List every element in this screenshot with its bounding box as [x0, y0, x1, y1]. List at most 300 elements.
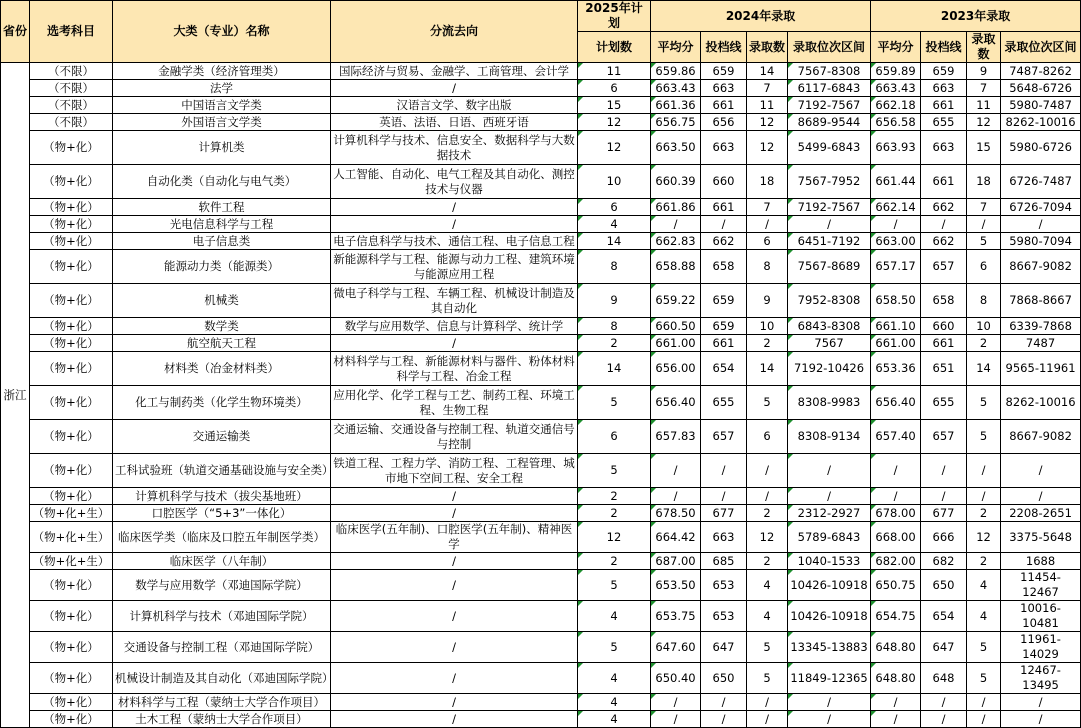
cell-2023-cutoff: / — [921, 216, 967, 233]
cell-2024-rank-range: 7192-10426 — [788, 352, 871, 386]
cell-2023-admitted: 15 — [967, 131, 1001, 165]
cell-subjects: （物+化） — [30, 694, 113, 711]
cell-2024-cutoff: 685 — [701, 553, 747, 570]
cell-2024-avg: 678.50 — [651, 505, 701, 522]
cell-major: 计算机科学与技术（拔尖基地班） — [113, 488, 331, 505]
cell-2024-admitted: / — [747, 216, 788, 233]
cell-plan-count: 4 — [578, 601, 651, 632]
cell-2023-avg: / — [871, 216, 921, 233]
cell-2023-cutoff: 659 — [921, 63, 967, 80]
cell-2023-cutoff: 661 — [921, 335, 967, 352]
cell-2024-admitted: / — [747, 711, 788, 728]
cell-plan-count: 12 — [578, 114, 651, 131]
cell-flow: 计算机科学与技术、信息安全、数据科学与大数据技术 — [331, 131, 578, 165]
cell-2023-cutoff: / — [921, 711, 967, 728]
cell-2024-rank-range: 10426-10918 — [788, 601, 871, 632]
cell-2023-admitted: 7 — [967, 80, 1001, 97]
cell-2024-avg: 658.88 — [651, 250, 701, 284]
cell-flow: 人工智能、自动化、电气工程及其自动化、测控技术与仪器 — [331, 165, 578, 199]
cell-province: 浙江 — [1, 63, 30, 728]
cell-2023-admitted: / — [967, 488, 1001, 505]
cell-2023-avg: 661.00 — [871, 335, 921, 352]
cell-2024-cutoff: / — [701, 488, 747, 505]
table-row — [1, 233, 1081, 250]
cell-2024-rank-range: 6117-6843 — [788, 80, 871, 97]
cell-subjects: （物+化） — [30, 233, 113, 250]
table-row — [1, 711, 1081, 728]
cell-subjects: （物+化） — [30, 199, 113, 216]
cell-flow: 新能源科学与工程、能源与动力工程、建筑环境与能源应用工程 — [331, 250, 578, 284]
cell-2024-rank-range: 5789-6843 — [788, 522, 871, 553]
cell-2024-rank-range: 11849-12365 — [788, 663, 871, 694]
cell-plan-count: 12 — [578, 131, 651, 165]
cell-2023-rank-range: 8262-10016 — [1001, 386, 1081, 420]
cell-flow: / — [331, 663, 578, 694]
cell-major: 数学与应用数学（邓迪国际学院） — [113, 570, 331, 601]
cell-2023-admitted: 6 — [967, 250, 1001, 284]
table-row — [1, 663, 1081, 694]
cell-2023-cutoff: 666 — [921, 522, 967, 553]
header-plan-count: 计划数 — [578, 32, 651, 63]
table-row — [1, 386, 1081, 420]
header-province: 省份 — [1, 1, 30, 63]
cell-2024-cutoff: 663 — [701, 80, 747, 97]
cell-2024-avg: 661.00 — [651, 335, 701, 352]
cell-major: 法学 — [113, 80, 331, 97]
cell-2023-avg: 663.43 — [871, 80, 921, 97]
cell-2023-rank-range: / — [1001, 216, 1081, 233]
cell-2023-admitted: 12 — [967, 114, 1001, 131]
table-row — [1, 553, 1081, 570]
cell-2023-avg: / — [871, 711, 921, 728]
table-row — [1, 318, 1081, 335]
table-row — [1, 570, 1081, 601]
cell-2024-rank-range: 6451-7192 — [788, 233, 871, 250]
cell-2023-rank-range: 12467-13495 — [1001, 663, 1081, 694]
table-row — [1, 216, 1081, 233]
cell-2023-rank-range: 5980-7094 — [1001, 233, 1081, 250]
cell-2023-rank-range: / — [1001, 454, 1081, 488]
cell-2023-admitted: 8 — [967, 284, 1001, 318]
cell-2024-rank-range: / — [788, 216, 871, 233]
cell-subjects: （物+化） — [30, 632, 113, 663]
cell-2023-rank-range: 11961-14029 — [1001, 632, 1081, 663]
cell-2023-avg: 658.50 — [871, 284, 921, 318]
cell-major: 电子信息类 — [113, 233, 331, 250]
cell-2023-admitted: 18 — [967, 165, 1001, 199]
cell-2023-admitted: / — [967, 454, 1001, 488]
cell-plan-count: 2 — [578, 488, 651, 505]
cell-flow: 英语、法语、日语、西班牙语 — [331, 114, 578, 131]
cell-subjects: （不限） — [30, 63, 113, 80]
header-subjects: 选考科目 — [30, 1, 113, 63]
table-row — [1, 632, 1081, 663]
cell-2023-cutoff: / — [921, 488, 967, 505]
cell-2023-admitted: 2 — [967, 505, 1001, 522]
cell-2023-cutoff: 677 — [921, 505, 967, 522]
cell-2024-admitted: 14 — [747, 352, 788, 386]
cell-major: 口腔医学（“5+3”一体化） — [113, 505, 331, 522]
cell-major: 能源动力类（能源类） — [113, 250, 331, 284]
cell-plan-count: 12 — [578, 522, 651, 553]
cell-subjects: （物+化） — [30, 335, 113, 352]
cell-2023-avg: / — [871, 488, 921, 505]
cell-major: 软件工程 — [113, 199, 331, 216]
cell-2024-avg: / — [651, 454, 701, 488]
cell-subjects: （不限） — [30, 80, 113, 97]
header-flow: 分流去向 — [331, 1, 578, 63]
cell-2024-avg: 660.50 — [651, 318, 701, 335]
cell-2024-avg: 656.00 — [651, 352, 701, 386]
cell-2024-rank-range: 5499-6843 — [788, 131, 871, 165]
table-header — [1, 1, 1081, 63]
cell-subjects: （物+化） — [30, 663, 113, 694]
cell-major: 外国语言文学类 — [113, 114, 331, 131]
cell-major: 临床医学类（临床及口腔五年制医学类） — [113, 522, 331, 553]
cell-subjects: （物+化） — [30, 352, 113, 386]
cell-2023-avg: / — [871, 694, 921, 711]
cell-2024-avg: 663.43 — [651, 80, 701, 97]
cell-2024-cutoff: 659 — [701, 284, 747, 318]
cell-2023-cutoff: 661 — [921, 165, 967, 199]
cell-2024-admitted: 5 — [747, 632, 788, 663]
cell-2023-rank-range: 6726-7094 — [1001, 199, 1081, 216]
header-2023: 2023年录取 — [871, 1, 1081, 32]
table-row — [1, 694, 1081, 711]
cell-2023-admitted: 9 — [967, 63, 1001, 80]
cell-2024-admitted: 12 — [747, 131, 788, 165]
cell-2024-admitted: 9 — [747, 284, 788, 318]
header-plan-2025: 2025年计划 — [578, 1, 651, 32]
cell-2024-admitted: 7 — [747, 199, 788, 216]
cell-plan-count: 5 — [578, 570, 651, 601]
cell-subjects: （物+化） — [30, 711, 113, 728]
table-row — [1, 63, 1081, 80]
cell-flow: / — [331, 570, 578, 601]
cell-2024-avg: 659.22 — [651, 284, 701, 318]
header-2024-rank-range: 录取位次区间 — [788, 32, 871, 63]
cell-2023-rank-range: 7487-8262 — [1001, 63, 1081, 80]
cell-plan-count: 4 — [578, 694, 651, 711]
cell-2024-admitted: 18 — [747, 165, 788, 199]
cell-2023-cutoff: 661 — [921, 97, 967, 114]
cell-plan-count: 6 — [578, 420, 651, 454]
header-2023-cutoff: 投档线 — [921, 32, 967, 63]
cell-2023-cutoff: 654 — [921, 601, 967, 632]
cell-plan-count: 10 — [578, 165, 651, 199]
cell-2023-admitted: 4 — [967, 570, 1001, 601]
cell-2024-rank-range: 13345-13883 — [788, 632, 871, 663]
cell-2024-cutoff: 661 — [701, 335, 747, 352]
cell-2024-admitted: 10 — [747, 318, 788, 335]
table-row — [1, 80, 1081, 97]
cell-2024-avg: 656.40 — [651, 386, 701, 420]
cell-2024-rank-range: 7567-7952 — [788, 165, 871, 199]
header-2023-rank-range: 录取位次区间 — [1001, 32, 1081, 63]
cell-subjects: （不限） — [30, 97, 113, 114]
cell-2023-cutoff: 657 — [921, 250, 967, 284]
header-2024-avg: 平均分 — [651, 32, 701, 63]
cell-major: 金融学类（经济管理类） — [113, 63, 331, 80]
cell-2024-cutoff: 659 — [701, 63, 747, 80]
cell-2024-admitted: 12 — [747, 522, 788, 553]
cell-flow: 微电子科学与工程、车辆工程、机械设计制造及其自动化 — [331, 284, 578, 318]
cell-2023-cutoff: 655 — [921, 386, 967, 420]
cell-plan-count: 2 — [578, 553, 651, 570]
cell-2024-cutoff: 647 — [701, 632, 747, 663]
table-row — [1, 114, 1081, 131]
cell-flow: / — [331, 553, 578, 570]
cell-plan-count: 14 — [578, 233, 651, 250]
cell-2024-cutoff: / — [701, 694, 747, 711]
cell-2023-cutoff: 658 — [921, 284, 967, 318]
cell-2023-rank-range: 8667-9082 — [1001, 250, 1081, 284]
header-2023-avg: 平均分 — [871, 32, 921, 63]
cell-2023-avg: 659.89 — [871, 63, 921, 80]
cell-2023-avg: 653.36 — [871, 352, 921, 386]
cell-2024-cutoff: 660 — [701, 165, 747, 199]
cell-2023-admitted: 2 — [967, 553, 1001, 570]
cell-2023-rank-range: 8262-10016 — [1001, 114, 1081, 131]
cell-flow: / — [331, 632, 578, 663]
cell-2023-rank-range: 2208-2651 — [1001, 505, 1081, 522]
cell-2024-admitted: / — [747, 488, 788, 505]
cell-2024-cutoff: 677 — [701, 505, 747, 522]
cell-2023-avg: 648.80 — [871, 663, 921, 694]
cell-2023-avg: 654.75 — [871, 601, 921, 632]
table-row — [1, 505, 1081, 522]
cell-flow: / — [331, 488, 578, 505]
cell-2024-avg: 661.86 — [651, 199, 701, 216]
cell-2023-admitted: / — [967, 694, 1001, 711]
cell-2023-rank-range: 1688 — [1001, 553, 1081, 570]
cell-plan-count: 8 — [578, 250, 651, 284]
table-row — [1, 601, 1081, 632]
cell-flow: 交通运输、交通设备与控制工程、轨道交通信号与控制 — [331, 420, 578, 454]
cell-subjects: （物+化） — [30, 216, 113, 233]
cell-2024-admitted: 6 — [747, 420, 788, 454]
cell-2023-cutoff: 651 — [921, 352, 967, 386]
cell-subjects: （物+化） — [30, 420, 113, 454]
cell-2024-admitted: 11 — [747, 97, 788, 114]
table-row — [1, 335, 1081, 352]
cell-2023-cutoff: 662 — [921, 199, 967, 216]
cell-2024-cutoff: 656 — [701, 114, 747, 131]
cell-2023-avg: 662.18 — [871, 97, 921, 114]
cell-flow: / — [331, 80, 578, 97]
cell-2024-rank-range: 6843-8308 — [788, 318, 871, 335]
cell-2023-avg: 662.14 — [871, 199, 921, 216]
cell-plan-count: 5 — [578, 632, 651, 663]
cell-2024-avg: 657.83 — [651, 420, 701, 454]
cell-plan-count: 5 — [578, 386, 651, 420]
cell-subjects: （物+化+生） — [30, 553, 113, 570]
cell-flow: 临床医学(五年制)、口腔医学(五年制)、精神医学 — [331, 522, 578, 553]
cell-major: 交通运输类 — [113, 420, 331, 454]
header-2024-cutoff: 投档线 — [701, 32, 747, 63]
cell-2024-rank-range: 7567 — [788, 335, 871, 352]
cell-2023-admitted: 12 — [967, 522, 1001, 553]
cell-2023-rank-range: 8667-9082 — [1001, 420, 1081, 454]
cell-plan-count: 2 — [578, 505, 651, 522]
cell-2024-avg: / — [651, 488, 701, 505]
cell-2024-rank-range: / — [788, 488, 871, 505]
cell-2024-avg: 650.40 — [651, 663, 701, 694]
cell-2023-avg: 668.00 — [871, 522, 921, 553]
cell-2024-avg: 653.50 — [651, 570, 701, 601]
cell-major: 航空航天工程 — [113, 335, 331, 352]
cell-2023-admitted: / — [967, 216, 1001, 233]
cell-subjects: （物+化） — [30, 250, 113, 284]
cell-2024-avg: / — [651, 216, 701, 233]
cell-2023-rank-range: / — [1001, 694, 1081, 711]
cell-2023-cutoff: / — [921, 694, 967, 711]
table-row — [1, 199, 1081, 216]
table-row — [1, 420, 1081, 454]
header-2024-admitted: 录取数 — [747, 32, 788, 63]
cell-flow: / — [331, 601, 578, 632]
cell-2023-rank-range: 6726-7487 — [1001, 165, 1081, 199]
cell-2023-rank-range: 7868-8667 — [1001, 284, 1081, 318]
cell-2024-admitted: 14 — [747, 63, 788, 80]
cell-2023-cutoff: 648 — [921, 663, 967, 694]
cell-2023-admitted: 10 — [967, 318, 1001, 335]
cell-2023-avg: 657.40 — [871, 420, 921, 454]
cell-2024-admitted: 8 — [747, 250, 788, 284]
cell-plan-count: 9 — [578, 284, 651, 318]
cell-2023-admitted: 11 — [967, 97, 1001, 114]
table-row — [1, 284, 1081, 318]
cell-2023-admitted: 4 — [967, 601, 1001, 632]
cell-subjects: （物+化） — [30, 570, 113, 601]
cell-2024-cutoff: 654 — [701, 352, 747, 386]
cell-2024-admitted: 4 — [747, 601, 788, 632]
cell-major: 土木工程（蒙纳士大学合作项目） — [113, 711, 331, 728]
cell-subjects: （物+化） — [30, 601, 113, 632]
cell-2024-avg: 647.60 — [651, 632, 701, 663]
cell-2023-admitted: / — [967, 711, 1001, 728]
cell-flow: 汉语言文学、数字出版 — [331, 97, 578, 114]
cell-2023-avg: 656.40 — [871, 386, 921, 420]
cell-flow: 应用化学、化学工程与工艺、制药工程、环境工程、生物工程 — [331, 386, 578, 420]
cell-2024-rank-range: 7567-8308 — [788, 63, 871, 80]
cell-2024-avg: 659.86 — [651, 63, 701, 80]
cell-major: 化工与制药类（化学生物环境类） — [113, 386, 331, 420]
cell-2023-cutoff: 647 — [921, 632, 967, 663]
cell-subjects: （物+化） — [30, 488, 113, 505]
cell-flow: 国际经济与贸易、金融学、工商管理、会计学 — [331, 63, 578, 80]
cell-2024-admitted: 4 — [747, 570, 788, 601]
cell-2024-avg: 661.36 — [651, 97, 701, 114]
cell-flow: 电子信息科学与技术、通信工程、电子信息工程 — [331, 233, 578, 250]
cell-2024-rank-range: 2312-2927 — [788, 505, 871, 522]
cell-2024-rank-range: / — [788, 694, 871, 711]
cell-2024-cutoff: 650 — [701, 663, 747, 694]
cell-subjects: （物+化） — [30, 284, 113, 318]
cell-flow: / — [331, 711, 578, 728]
cell-2023-rank-range: / — [1001, 488, 1081, 505]
cell-2023-rank-range: 5980-7487 — [1001, 97, 1081, 114]
cell-plan-count: 11 — [578, 63, 651, 80]
cell-2024-avg: 656.75 — [651, 114, 701, 131]
cell-2024-admitted: / — [747, 454, 788, 488]
table-row — [1, 522, 1081, 553]
cell-2023-cutoff: 663 — [921, 80, 967, 97]
table-row — [1, 352, 1081, 386]
cell-2023-rank-range: 3375-5648 — [1001, 522, 1081, 553]
header-2023-admitted: 录取数 — [967, 32, 1001, 63]
cell-2024-rank-range: 7952-8308 — [788, 284, 871, 318]
table-row — [1, 250, 1081, 284]
header-major: 大类（专业）名称 — [113, 1, 331, 63]
cell-2024-cutoff: 658 — [701, 250, 747, 284]
cell-2024-admitted: 6 — [747, 233, 788, 250]
cell-major: 临床医学（八年制） — [113, 553, 331, 570]
cell-flow: / — [331, 694, 578, 711]
cell-2024-admitted: 5 — [747, 663, 788, 694]
cell-subjects: （不限） — [30, 114, 113, 131]
cell-2023-avg: 661.10 — [871, 318, 921, 335]
cell-flow: 数学与应用数学、信息与计算科学、统计学 — [331, 318, 578, 335]
cell-2023-admitted: 7 — [967, 199, 1001, 216]
cell-2023-avg: 663.93 — [871, 131, 921, 165]
cell-2023-admitted: 5 — [967, 420, 1001, 454]
cell-2024-cutoff: 661 — [701, 97, 747, 114]
cell-2023-admitted: 5 — [967, 632, 1001, 663]
cell-2023-rank-range: 5648-6726 — [1001, 80, 1081, 97]
cell-2024-cutoff: / — [701, 216, 747, 233]
cell-plan-count: 15 — [578, 97, 651, 114]
cell-flow: 材料科学与工程、新能源材料与器件、粉体材料科学与工程、冶金工程 — [331, 352, 578, 386]
cell-major: 机械设计制造及其自动化（邓迪国际学院） — [113, 663, 331, 694]
cell-plan-count: 2 — [578, 335, 651, 352]
cell-2024-rank-range: 7192-7567 — [788, 97, 871, 114]
cell-2024-admitted: 2 — [747, 505, 788, 522]
cell-2024-rank-range: 8308-9134 — [788, 420, 871, 454]
cell-2024-avg: 663.50 — [651, 131, 701, 165]
cell-2024-cutoff: 653 — [701, 570, 747, 601]
cell-2023-rank-range: 11454-12467 — [1001, 570, 1081, 601]
cell-flow: 铁道工程、工程力学、消防工程、工程管理、城市地下空间工程、安全工程 — [331, 454, 578, 488]
cell-2023-cutoff: 650 — [921, 570, 967, 601]
cell-2023-rank-range: 5980-6726 — [1001, 131, 1081, 165]
cell-2023-admitted: 5 — [967, 663, 1001, 694]
cell-2024-cutoff: 653 — [701, 601, 747, 632]
cell-2024-cutoff: / — [701, 711, 747, 728]
cell-major: 自动化类（自动化与电气类） — [113, 165, 331, 199]
cell-2024-rank-range: 8689-9544 — [788, 114, 871, 131]
cell-plan-count: 6 — [578, 199, 651, 216]
cell-major: 材料科学与工程（蒙纳士大学合作项目） — [113, 694, 331, 711]
cell-major: 材料类（冶金材料类） — [113, 352, 331, 386]
cell-major: 交通设备与控制工程（邓迪国际学院） — [113, 632, 331, 663]
cell-2024-rank-range: 1040-1533 — [788, 553, 871, 570]
cell-2023-avg: 648.80 — [871, 632, 921, 663]
table-body — [1, 63, 1081, 728]
cell-2024-cutoff: 655 — [701, 386, 747, 420]
cell-subjects: （物+化+生） — [30, 522, 113, 553]
table-row — [1, 488, 1081, 505]
cell-major: 光电信息科学与工程 — [113, 216, 331, 233]
cell-2024-admitted: 5 — [747, 386, 788, 420]
cell-2024-rank-range: / — [788, 454, 871, 488]
cell-subjects: （物+化+生） — [30, 505, 113, 522]
cell-2023-rank-range: 9565-11961 — [1001, 352, 1081, 386]
cell-subjects: （物+化） — [30, 318, 113, 335]
cell-2024-cutoff: 661 — [701, 199, 747, 216]
cell-2023-rank-range: 7487 — [1001, 335, 1081, 352]
cell-2023-avg: 650.75 — [871, 570, 921, 601]
